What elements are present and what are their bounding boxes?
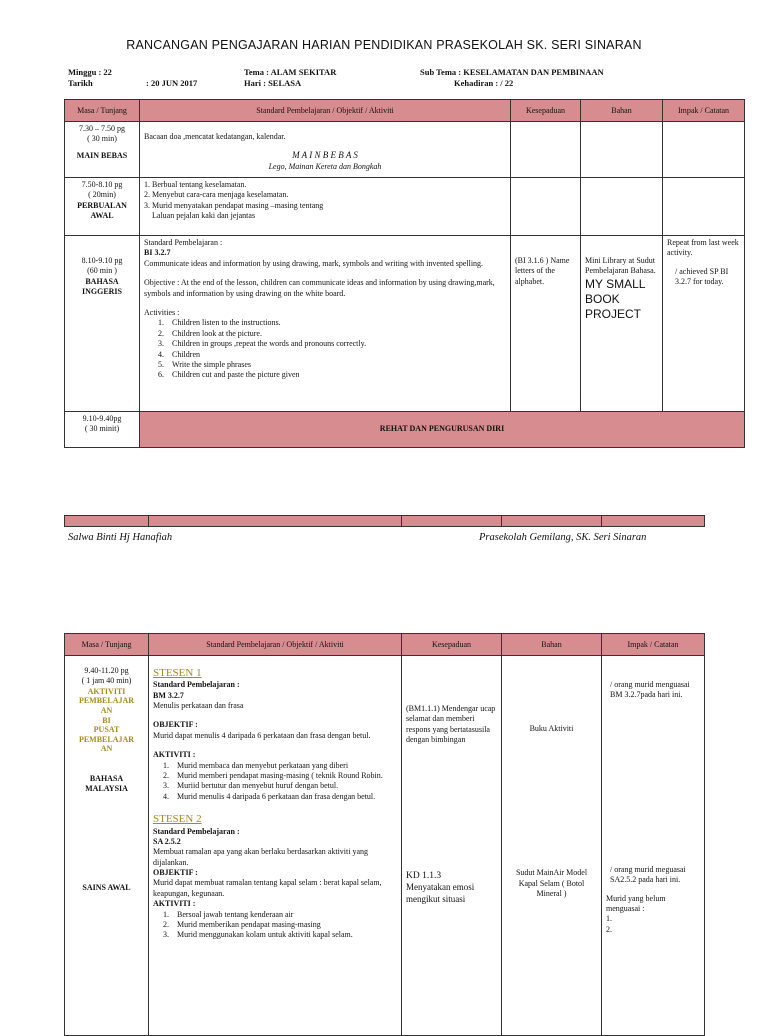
activity-cell: Bacaan doa ,mencatat kedatangan, kalendar. M A I N B E B A S Lego, Mainan Kereta dan Bongkah: [140, 122, 511, 178]
row-perbualan: [65, 178, 745, 236]
bahan-cell: Buku Aktiviti Sudut MainAir Model Kapal Selam ( Botol Mineral ): [502, 656, 602, 1036]
minggu-label: Minggu : 22: [68, 67, 112, 77]
impak-cell: / orang murid menguasai BM 3.2.7pada hari ini. / orang murid meguasai SA2.5.2 pada hari ini. Murid yang belum menguasai : 1. 2.: [602, 656, 705, 1036]
col-standard: Standard Pembelajaran / Objektif / Aktiviti: [149, 634, 402, 656]
col-kesepaduan: Kesepaduan: [511, 100, 581, 122]
activity-cell: Standard Pembelajaran : BI 3.2.7 Communicate ideas and information by using drawing, mark, symbols and writing with invented spelling. Objective : At the end of the lesson, children can communicate ideas and information by using drawing,mark, symbols and information by using drawing on the white board. Activities : 1. Children listen to the instructions. 2. Children look at the picture. 3. Children in groups ,repeat the words and pronouns correctly. 4. Children 5. Write the simple phrases 6. Children cut and paste the picture given: [140, 236, 511, 412]
row-bahasa-inggeris: [65, 236, 745, 412]
stesen1-title: STESEN 1: [153, 667, 202, 679]
footer-strip: [64, 515, 705, 527]
tarikh-label: Tarikh: [68, 78, 93, 88]
school-name: Prasekolah Gemilang, SK. Seri Sinaran: [479, 532, 647, 543]
document-title: RANCANGAN PENGAJARAN HARIAN PENDIDIKAN PRASEKOLAH SK. SERI SINARAN: [126, 38, 642, 52]
stesen2-title: STESEN 2: [153, 813, 202, 826]
activity-cell: STESEN 1 Standard Pembelajaran : BM 3.2.7 Menulis perkataan dan frasa OBJEKTIF : Murid dapat menulis 4 daripada 6 perkataan dan frasa dengan betul. AKTIVITI : 1. Murid membaca dan menyebut perkataan yang diberi 2. Murid memberi pendapat masing-masing ( teknik Round Robin. 3. Muriid bertutur dan menyebut huruf dengan betul. 4. Murid menulis 4 daripada 6 perkataan dan frasa dengan betul. STESEN 2 Standard Pembelajaran : SA 2.5.2 Membuat ramalan apa yang akan berlaku berdasarkan aktiviti yang dijalankan. OBJEKTIF : Murid dapat membuat ramalan tentang kapal selam : berat kapal selam, keapungan, kegunaan. AKTIVITI : 1. Bersoal jawab tentang kenderaan air 2. Murid memberikan pendapat masing-masing 3. Murid menggunakan kolam untuk aktiviti kapal selam.: [149, 656, 402, 1036]
masa-cell: 9.40-11.20 pg ( 1 jam 40 min) AKTIVITI PEMBELAJAR AN BI PUSAT PEMBELAJAR AN BAHASA MALAYSIA SAINS AWAL: [65, 656, 149, 1036]
bahan-cell: Mini Library at Sudut Pembelajaran Bahasa. MY SMALL BOOK PROJECT: [581, 236, 663, 412]
tunjang-label: MAIN BEBAS: [76, 150, 128, 160]
kesepaduan-cell: (BI 3.1.6 ) Name letters of the alphabet.: [511, 236, 581, 412]
lesson-table-1: [64, 99, 745, 448]
hari-label: Hari : SELASA: [244, 78, 302, 88]
activity-cell: 1. Berbual tentang keselamatan. 2. Menyebut cara-cara menjaga keselamatan. 3. Murid menyatakan pendapat masing –masing tentang Laluan pejalan kaki dan jejantas: [140, 178, 511, 236]
pusat-title: AKTIVITI PEMBELAJAR AN BI PUSAT PEMBELAJAR AN: [78, 686, 135, 754]
masa-cell: 7.50-8.10 pg ( 20min) PERBUALAN AWAL: [65, 178, 140, 236]
col-impak: Impak / Catatan: [602, 634, 705, 656]
col-kesepaduan: Kesepaduan: [402, 634, 502, 656]
tunjang-sains: SAINS AWAL: [82, 882, 131, 892]
kehadiran-label: Kehadiran : / 22: [454, 78, 514, 88]
tema-label: Tema : ALAM SEKITAR: [244, 67, 337, 77]
col-masa: Masa / Tunjang: [65, 634, 149, 656]
rehat-banner: REHAT DAN PENGURUSAN DIRI: [140, 412, 745, 448]
masa-cell: 9.10-9.40pg ( 30 minit): [65, 412, 140, 448]
col-bahan: Bahan: [502, 634, 602, 656]
masa-cell: 8.10-9.10 pg (60 min ) BAHASA INGGERIS: [65, 236, 140, 412]
tunjang-label: BAHASA INGGERIS: [81, 276, 122, 297]
row-main-bebas: [65, 122, 745, 178]
row-rehat: [65, 412, 745, 448]
col-impak: Impak / Catatan: [663, 100, 745, 122]
teacher-signature: Salwa Binti Hj Hanafiah: [68, 532, 173, 543]
impak-cell: Repeat from last week activity. / achieved SP BI 3.2.7 for today.: [663, 236, 745, 412]
row-stesen: [65, 656, 705, 1036]
masa-cell: 7.30 – 7.50 pg ( 30 min) MAIN BEBAS: [65, 122, 140, 178]
col-standard: Standard Pembelajaran / Objektif / Aktiviti: [140, 100, 511, 122]
tarikh-value: : 20 JUN 2017: [146, 78, 198, 88]
tunjang-bm: BAHASA MALAYSIA: [85, 773, 128, 794]
kesepaduan-cell: (BM1.1.1) Mendengar ucap selamat dan memberi respons yang bertatasusila dengan bimbingan KD 1.1.3 Menyatakan emosi mengikut situasi: [402, 656, 502, 1036]
subtema-label: Sub Tema : KESELAMATAN DAN PEMBINAAN: [420, 67, 604, 77]
lesson-table-2: [64, 633, 705, 1036]
tunjang-label: PERBUALAN AWAL: [77, 200, 127, 221]
col-bahan: Bahan: [581, 100, 663, 122]
col-masa: Masa / Tunjang: [65, 100, 140, 122]
